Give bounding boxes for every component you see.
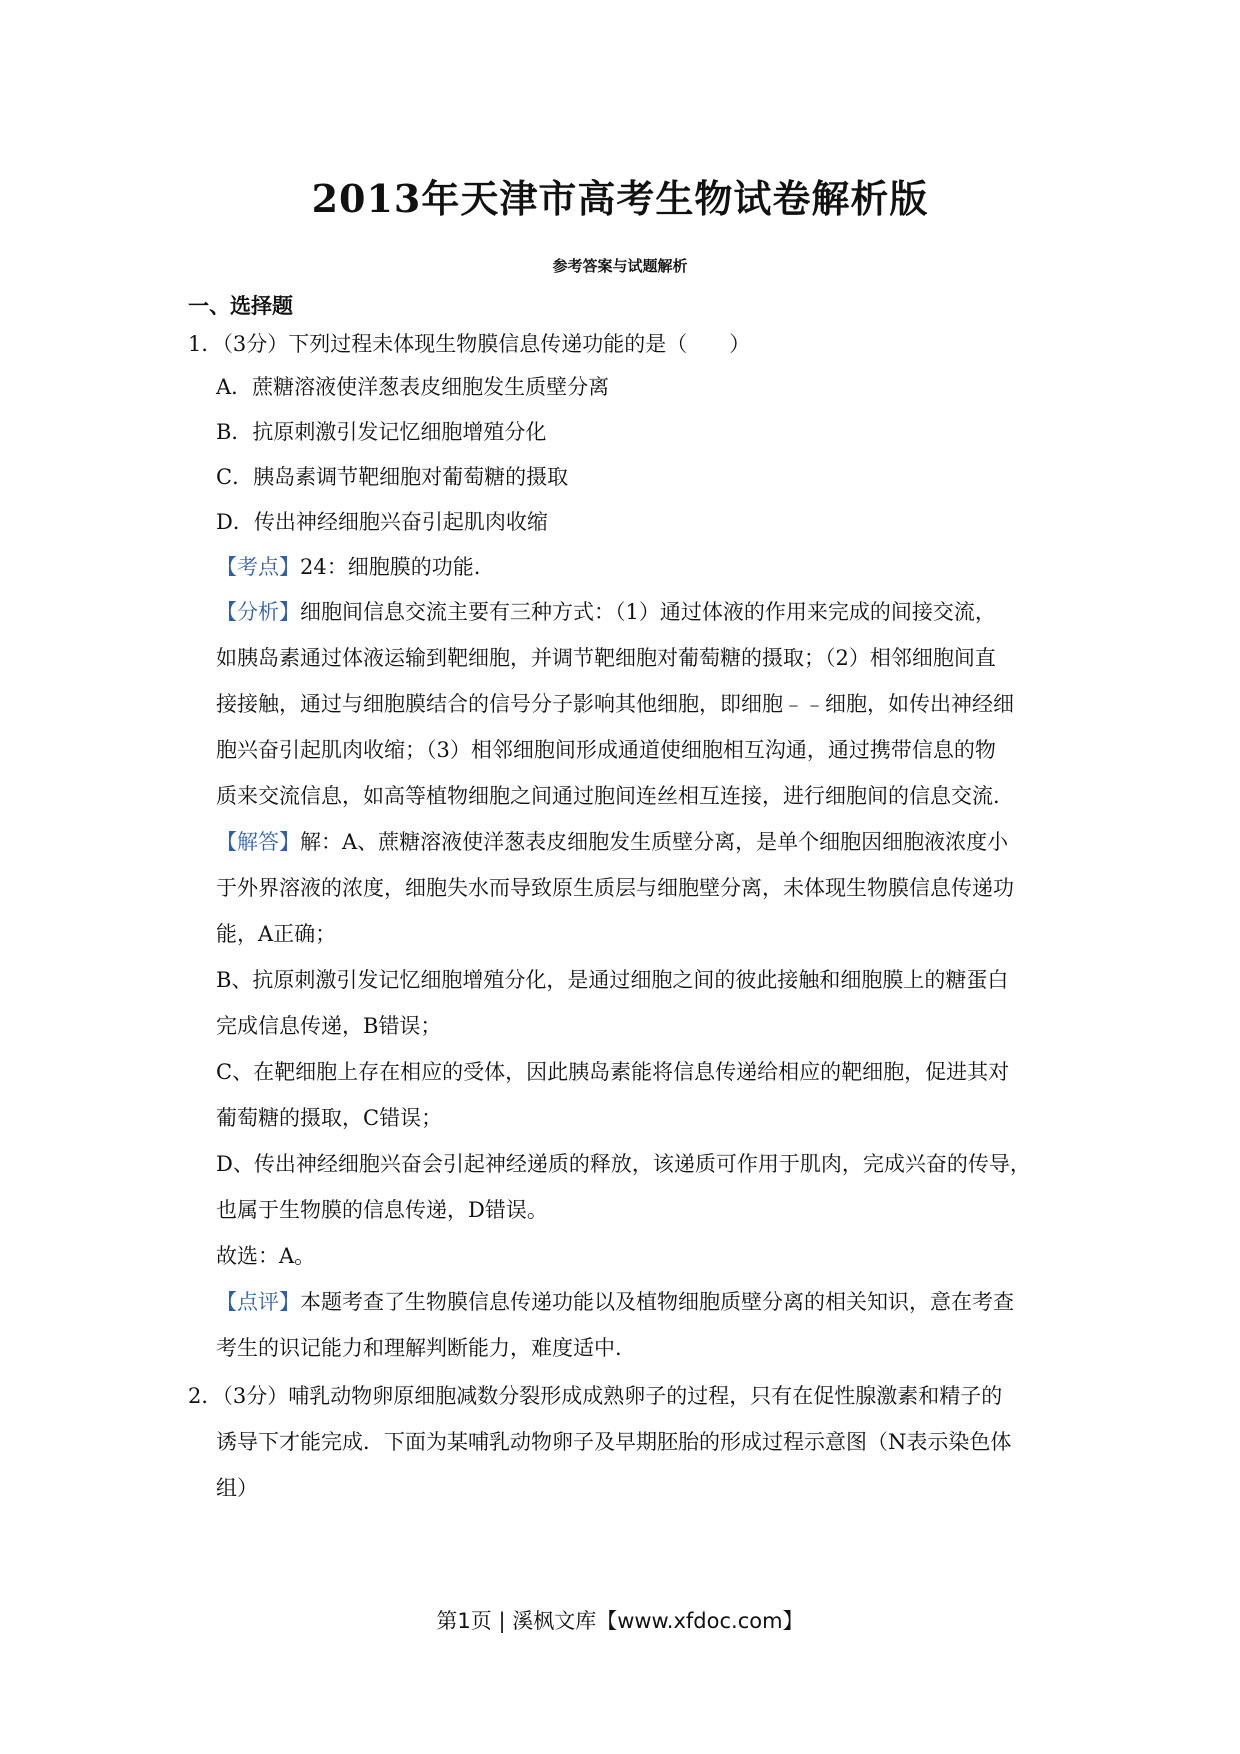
fenxi-tag: 【分析】 [216,600,300,624]
question-1-option-c: C．胰岛素调节靶细胞对葡萄糖的摄取 [216,465,569,489]
page-footer: 第1页 | 溪枫文库【www.xfdoc.com】 [436,1609,804,1633]
question-2-stem-line: 组） [216,1476,258,1500]
question-1-option-d: D．传出神经细胞兴奋引起肌肉收缩 [216,510,548,534]
fenxi-text-line: 胞兴奋引起肌肉收缩；（3）相邻细胞间形成通道使细胞相互沟通，通过携带信息的物 [216,738,996,762]
jieda-text-line: 能，A正确； [216,922,337,946]
question-1-option-a: A．蔗糖溶液使洋葱表皮细胞发生质壁分离 [216,375,610,399]
jieda-line [216,830,1008,855]
jieda-text-line: D、传出神经细胞兴奋会引起神经递质的释放，该递质可作用于肌肉，完成兴奋的传导， [216,1152,1031,1176]
question-2-stem: 2．（3分）哺乳动物卵原细胞减数分裂形成成熟卵子的过程，只有在促性腺激素和精子的 [188,1384,1003,1408]
dianping-text-line: 考生的识记能力和理解判断能力，难度适中. [216,1336,622,1360]
jieda-text-line: C、在靶细胞上存在相应的受体，因此胰岛素能将信息传递给相应的靶细胞，促进其对 [216,1060,1010,1084]
fenxi-text-line: 如胰岛素通过体液运输到靶细胞，并调节靶细胞对葡萄糖的摄取；（2）相邻细胞间直 [216,646,996,670]
jieda-text-line: 于外界溶液的浓度，细胞失水而导致原生质层与细胞壁分离，未体现生物膜信息传递功 [216,876,1014,900]
jieda-text-line: B、抗原刺激引发记忆细胞增殖分化，是通过细胞之间的彼此接触和细胞膜上的糖蛋白 [216,968,1009,992]
page-title: 2013年天津市高考生物试卷解析版 [311,176,929,221]
fenxi-text-line: 接接触，通过与细胞膜结合的信号分子影响其他细胞，即细胞﹣﹣细胞，如传出神经细 [216,692,1014,716]
jieda-text-line: 葡萄糖的摄取，C错误； [216,1106,443,1130]
page-subtitle: 参考答案与试题解析 [552,257,688,275]
jieda-answer: 故选：A。 [216,1244,316,1268]
fenxi-line [216,600,996,625]
kaodian-tag: 【考点】 [216,555,300,579]
dianping-text: 本题考查了生物膜信息传递功能以及植物细胞质壁分离的相关知识，意在考查 [300,1290,1014,1314]
kaodian-text: 24：细胞膜的功能. [300,555,481,579]
jieda-text: 解：A、蔗糖溶液使洋葱表皮细胞发生质壁分离，是单个细胞因细胞液浓度小 [300,830,1009,854]
jieda-tag: 【解答】 [216,830,300,854]
question-1-option-b: B．抗原刺激引发记忆细胞增殖分化 [216,420,547,444]
question-2-stem-line: 诱导下才能完成．下面为某哺乳动物卵子及早期胚胎的形成过程示意图（N表示染色体 [216,1430,1012,1454]
question-1-stem: 1．（3分）下列过程未体现生物膜信息传递功能的是（ ） [188,332,751,356]
fenxi-text: 细胞间信息交流主要有三种方式：（1）通过体液的作用来完成的间接交流， [300,600,996,624]
fenxi-text-line: 质来交流信息，如高等植物细胞之间通过胞间连丝相互连接，进行细胞间的信息交流. [216,784,1000,808]
section-heading: 一、选择题 [188,293,293,318]
dianping-line [216,1290,1014,1315]
jieda-text-line: 完成信息传递，B错误； [216,1014,442,1038]
kaodian-line [216,555,480,580]
dianping-tag: 【点评】 [216,1290,300,1314]
jieda-text-line: 也属于生物膜的信息传递，D错误。 [216,1198,548,1222]
